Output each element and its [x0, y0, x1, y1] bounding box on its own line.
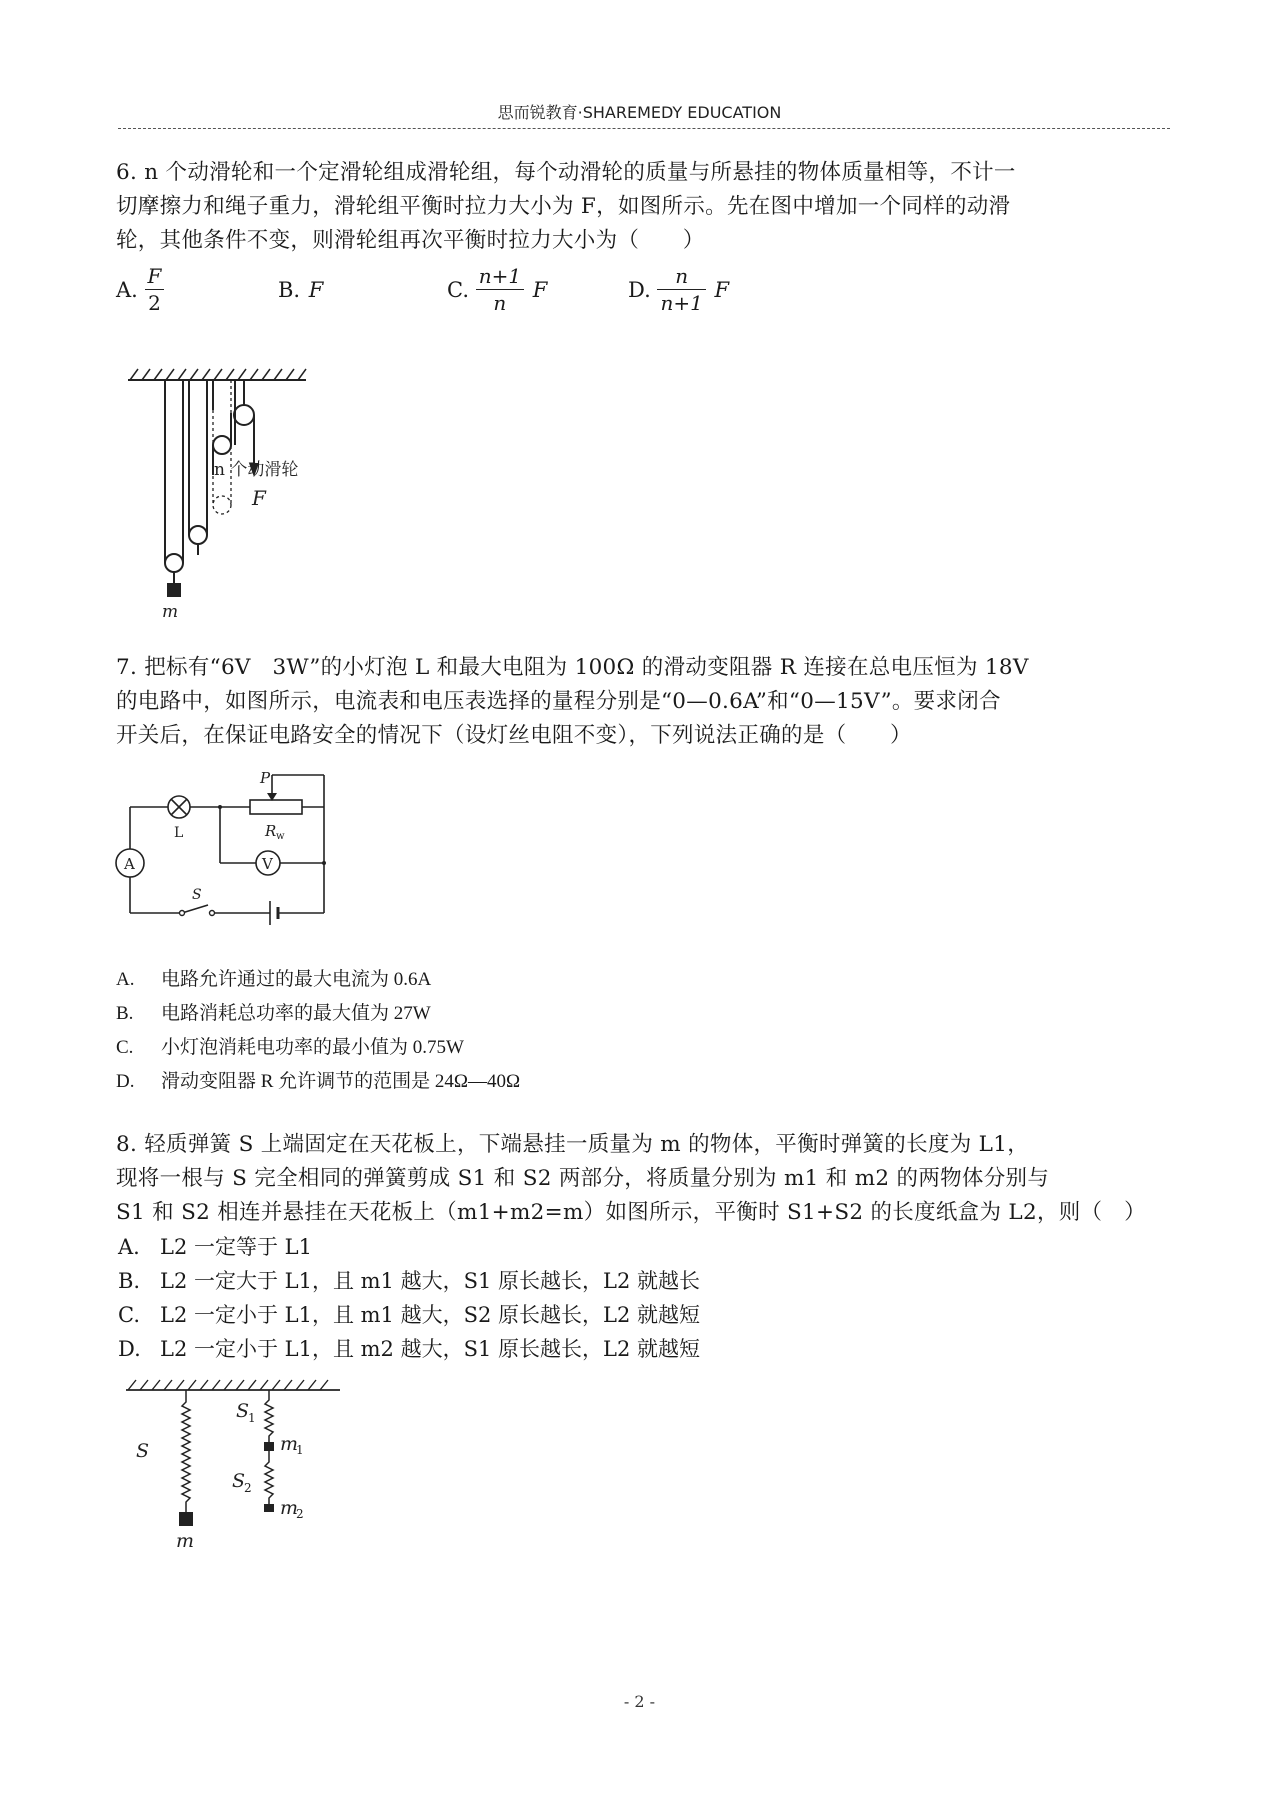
spring-s-label: S	[136, 1440, 150, 1462]
header-divider	[118, 128, 1170, 129]
slider-label: P	[260, 769, 271, 787]
question-6-line: 6. n 个动滑轮和一个定滑轮组成滑轮组，每个动滑轮的质量与所悬挂的物体质量相等，不计一	[116, 160, 1016, 185]
rheostat-subscript: w	[276, 831, 285, 842]
option-text: L2 一定大于 L1，且 m1 越大，S1 原长越长，L2 就越长	[160, 1269, 700, 1293]
mass-m2-label: m	[280, 1497, 299, 1519]
spring-s1-subscript: 1	[248, 1411, 256, 1425]
option-label: A.	[118, 1235, 140, 1259]
fraction-numerator: F	[145, 263, 165, 290]
option-label: C.	[118, 1303, 140, 1327]
rheostat-label: R	[265, 822, 277, 840]
fraction-numerator: n+1	[476, 263, 524, 290]
question-8-line: 8. 轻质弹簧 S 上端固定在天花板上，下端悬挂一质量为 m 的物体，平衡时弹簧的长度为 L1，	[116, 1132, 1029, 1157]
mass-m1-subscript: 1	[296, 1443, 304, 1457]
q8-option-d[interactable]	[118, 1333, 700, 1363]
option-text: 滑动变阻器 R 允许调节的范围是 24Ω—40Ω	[161, 1071, 521, 1092]
q8-option-c[interactable]	[118, 1299, 700, 1329]
option-tail: F	[714, 277, 730, 302]
page-number: - 2 -	[623, 1692, 656, 1711]
mass-label: m	[162, 602, 179, 622]
question-6-line: 切摩擦力和绳子重力，滑轮组平衡时拉力大小为 F，如图所示。先在图中增加一个同样的动滑	[116, 194, 1011, 219]
fraction-denominator: 2	[148, 291, 161, 315]
fraction-denominator: n	[493, 291, 507, 315]
q7-option-b[interactable]	[116, 998, 431, 1025]
option-text: L2 一定等于 L1	[160, 1235, 312, 1259]
option-text: 电路消耗总功率的最大值为 27W	[161, 1003, 431, 1024]
question-7-line: 的电路中，如图所示，电流表和电压表选择的量程分别是“0—0.6A”和“0—15V”。要求闭合	[116, 689, 1001, 714]
spring-s2-label: S	[232, 1470, 246, 1492]
mass-m1-label: m	[280, 1433, 299, 1455]
spring-s1-label: S	[236, 1400, 250, 1422]
mass-m-label: m	[176, 1530, 195, 1552]
q8-option-a[interactable]	[118, 1231, 312, 1261]
q6-option-d[interactable]	[628, 263, 729, 316]
fraction-numerator: n	[657, 263, 705, 290]
fraction-denominator: n+1	[660, 291, 703, 315]
spring-s2-subscript: 2	[244, 1481, 252, 1495]
voltmeter-label: V	[262, 855, 273, 873]
fraction	[145, 263, 165, 316]
question-8-line: S1 和 S2 相连并悬挂在天花板上（m1+m2=m）如图所示，平衡时 S1+S2 的长度纸盒为 L2，则（ ）	[116, 1200, 1146, 1225]
option-label: C.	[116, 1037, 134, 1058]
lamp-label: L	[174, 825, 184, 841]
option-label: D.	[628, 277, 651, 302]
option-tail: F	[532, 277, 548, 302]
option-label: B.	[116, 1003, 134, 1024]
option-label: B.	[118, 1269, 141, 1293]
question-7-line: 开关后，在保证电路安全的情况下（设灯丝电阻不变），下列说法正确的是（ ）	[116, 723, 912, 748]
question-7-line: 7. 把标有“6V 3W”的小灯泡 L 和最大电阻为 100Ω 的滑动变阻器 R 连接在总电压恒为 18V	[116, 655, 1029, 680]
q7-option-a[interactable]	[116, 964, 431, 991]
pulley-count-label: n 个动滑轮	[214, 460, 299, 480]
ammeter-label: A	[124, 855, 135, 873]
option-label: D.	[118, 1337, 141, 1361]
q7-option-c[interactable]	[116, 1032, 464, 1059]
option-label: A.	[116, 277, 138, 302]
question-8-text	[116, 1128, 1176, 1230]
option-label: C.	[447, 277, 469, 302]
option-label: D.	[116, 1071, 135, 1092]
q6-option-b[interactable]	[278, 276, 323, 302]
pulley-system-figure	[110, 365, 350, 650]
question-8-line: 现将一根与 S 完全相同的弹簧剪成 S1 和 S2 两部分，将质量分别为 m1 和 m2 的两物体分别与	[116, 1166, 1050, 1191]
page-header: 思而锐教育·SHAREMEDY EDUCATION	[497, 103, 782, 122]
switch-label: S	[192, 887, 202, 903]
option-label: A.	[116, 969, 135, 990]
force-label: F	[252, 486, 266, 510]
spring-figure	[118, 1372, 348, 1572]
fraction	[657, 263, 705, 316]
question-6-line: 轮，其他条件不变，则滑轮组再次平衡时拉力大小为（ ）	[116, 228, 705, 253]
option-text: 电路允许通过的最大电流为 0.6A	[161, 969, 432, 990]
mass-m2-subscript: 2	[296, 1507, 304, 1521]
q7-option-d[interactable]	[116, 1066, 520, 1093]
q8-option-b[interactable]	[118, 1265, 700, 1295]
question-6-text	[116, 156, 1176, 258]
option-text: L2 一定小于 L1，且 m2 越大，S1 原长越长，L2 就越短	[160, 1337, 700, 1361]
fraction	[476, 263, 524, 316]
question-7-text	[116, 651, 1176, 753]
q6-option-c[interactable]	[447, 263, 547, 316]
option-label: B.	[278, 277, 301, 302]
option-text: L2 一定小于 L1，且 m1 越大，S2 原长越长，L2 就越短	[160, 1303, 700, 1327]
option-value: F	[308, 277, 324, 302]
circuit-diagram	[110, 765, 340, 930]
q6-option-a[interactable]	[116, 263, 164, 316]
option-text: 小灯泡消耗电功率的最小值为 0.75W	[161, 1037, 464, 1058]
